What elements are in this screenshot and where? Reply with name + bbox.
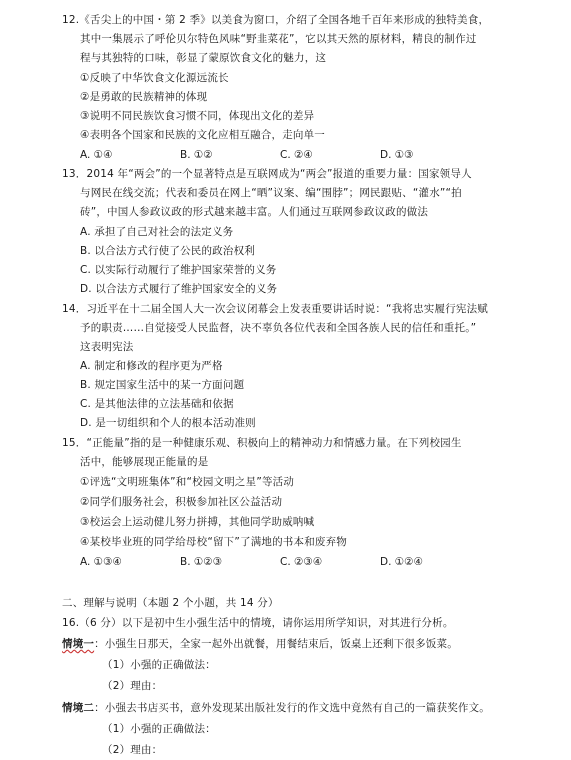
- q14-line-3: 这表明宪法: [80, 341, 134, 353]
- q12-choice-a[interactable]: A. ①④: [80, 149, 113, 161]
- q12-choice-d[interactable]: D. ①③: [380, 149, 414, 161]
- q12-choice-c[interactable]: C. ②④: [280, 149, 313, 161]
- q15-option-4: ④某校毕业班的同学给母校“留下”了满地的书本和废弃物: [80, 536, 347, 548]
- scenario-1-text: ：小强生日那天，全家一起外出就餐，用餐结束后，饭桌上还剩下很多饭菜。: [94, 638, 458, 650]
- q12-choices: [80, 148, 414, 162]
- q12-line-1: 12.《舌尖上的中国・第 2 季》以美食为窗口，介绍了全国各地千百年来形成的独特美食，: [62, 14, 490, 26]
- scenario-1-answer-2: （2）理由：: [102, 680, 163, 692]
- q12-line-2: 其中一集展示了呼伦贝尔特色风味“野韭菜花”，它以其天然的原材料，精良的制作过: [80, 33, 477, 45]
- q13-line-2: 与网民在线交流；代表和委员在网上“晒”议案、编“围脖”；网民跟贴、“灌水”“拍: [80, 187, 462, 199]
- q13-choice-b[interactable]: B. 以合法方式行使了公民的政治权利: [80, 245, 255, 257]
- q15-option-1: ①评选“文明班集体”和“校园文明之星”等活动: [80, 476, 295, 488]
- scenario-1-answer-1: （1）小强的正确做法：: [102, 659, 216, 671]
- q12-choice-b[interactable]: B. ①②: [180, 149, 213, 161]
- q12-option-2: ②是勇敢的民族精神的体现: [80, 91, 208, 103]
- q14-choice-c[interactable]: C. 是其他法律的立法基础和依据: [80, 398, 234, 410]
- q15-choice-c[interactable]: C. ②③④: [280, 556, 323, 568]
- scenario-2-text: ：小强去书店买书，意外发现某出版社发行的作文选中竟然有自己的一篇获奖作文。: [94, 702, 491, 714]
- q15-line-2: 活中，能够展现正能量的是: [80, 456, 209, 468]
- q13-choice-d[interactable]: D. 以合法方式履行了维护国家安全的义务: [80, 283, 278, 295]
- q15-line-1: 15．“正能量”指的是一种健康乐观、积极向上的精神动力和情感力量。在下列校园生: [62, 437, 462, 449]
- scenario-2: [62, 701, 490, 715]
- q15-option-2: ②同学们服务社会，积极参加社区公益活动: [80, 496, 283, 508]
- q14-choice-a[interactable]: A. 制定和修改的程序更为严格: [80, 360, 223, 372]
- q12-option-1: ①反映了中华饮食文化源远流长: [80, 72, 229, 84]
- q14-line-1: 14．习近平在十二届全国人大一次会议闭幕会上发表重要讲话时说：“我将忠实履行宪法赋: [62, 303, 488, 315]
- q16-prompt: 16.（6 分）以下是初中生小强生活中的情境，请你运用所学知识，对其进行分析。: [62, 617, 454, 629]
- scenario-1: [62, 637, 458, 651]
- q15-choice-a[interactable]: A. ①③④: [80, 556, 122, 568]
- q13-line-3: 砖”，中国人参政议政的形式越来越丰富。人们通过互联网参政议政的做法: [80, 206, 429, 218]
- q13-choice-a[interactable]: A. 承担了自己对社会的法定义务: [80, 226, 234, 238]
- q12-option-4: ④表明各个国家和民族的文化应相互融合，走向单一: [80, 129, 326, 141]
- q15-choices: [80, 555, 423, 569]
- section-2-title: 二、理解与说明（本题 2 个小题，共 14 分）: [62, 597, 279, 609]
- scenario-2-answer-2: （2）理由：: [102, 744, 163, 756]
- q14-line-2: 予的职责……自觉接受人民监督，决不辜负各位代表和全国各族人民的信任和重托。”: [80, 322, 477, 334]
- scenario-1-label: 情境一: [62, 638, 95, 650]
- q15-choice-d[interactable]: D. ①②④: [380, 556, 423, 568]
- q14-choice-b[interactable]: B. 规定国家生活中的某一方面问题: [80, 379, 245, 391]
- q13-line-1: 13．2014 年“两会”的一个显著特点是互联网成为“两会”报道的重要力量：国家领导人: [62, 168, 472, 180]
- q12-line-3: 程与其独特的口味，彰显了蒙原饮食文化的魅力，这: [80, 52, 327, 64]
- q12-option-3: ③说明不同民族饮食习惯不同，体现出文化的差异: [80, 110, 315, 122]
- scenario-2-label: 情境二: [62, 702, 95, 714]
- scenario-2-answer-1: （1）小强的正确做法：: [102, 723, 216, 735]
- q14-choice-d[interactable]: D. 是一切组织和个人的根本活动准则: [80, 417, 256, 429]
- q15-choice-b[interactable]: B. ①②③: [180, 556, 223, 568]
- q15-option-3: ③校运会上运动健儿努力拼搏，其他同学助威呐喊: [80, 516, 315, 528]
- q13-choice-c[interactable]: C. 以实际行动履行了维护国家荣誉的义务: [80, 264, 277, 276]
